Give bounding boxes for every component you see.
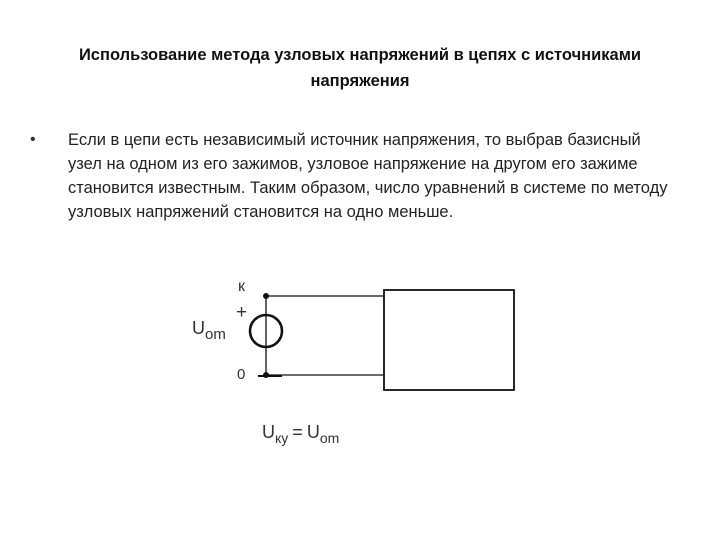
bullet-text: Если в цепи есть независимый источник напряжения, то выбрав базисный узел на одном из его зажимов, узловое напряжение на другом его зажиме становится известным. Таким образом, число уравнений в системе по методу узловых напряжений становится на одно меньше. <box>68 131 668 221</box>
equation-equals: = <box>292 422 303 442</box>
equation <box>262 422 339 446</box>
bullet-marker: • <box>30 131 36 148</box>
equation-lhs-sub: ку <box>275 430 289 446</box>
slide-title: Использование метода узловых напряжений в цепях с источниками напряжения <box>78 46 642 90</box>
network-block <box>384 290 514 390</box>
equation-rhs-sub: om <box>319 430 340 446</box>
node-top-label: к <box>238 278 245 295</box>
equation-lhs-main: U <box>262 422 275 442</box>
equation-rhs-main: U <box>306 422 320 442</box>
node-bottom-label: 0 <box>237 366 246 383</box>
node-bottom-dot <box>263 372 269 378</box>
node-top-dot <box>263 293 269 299</box>
source-label-main: U <box>192 318 205 338</box>
plus-sign: + <box>236 302 248 323</box>
source-label-sub: om <box>205 326 226 343</box>
source-label <box>192 318 226 343</box>
